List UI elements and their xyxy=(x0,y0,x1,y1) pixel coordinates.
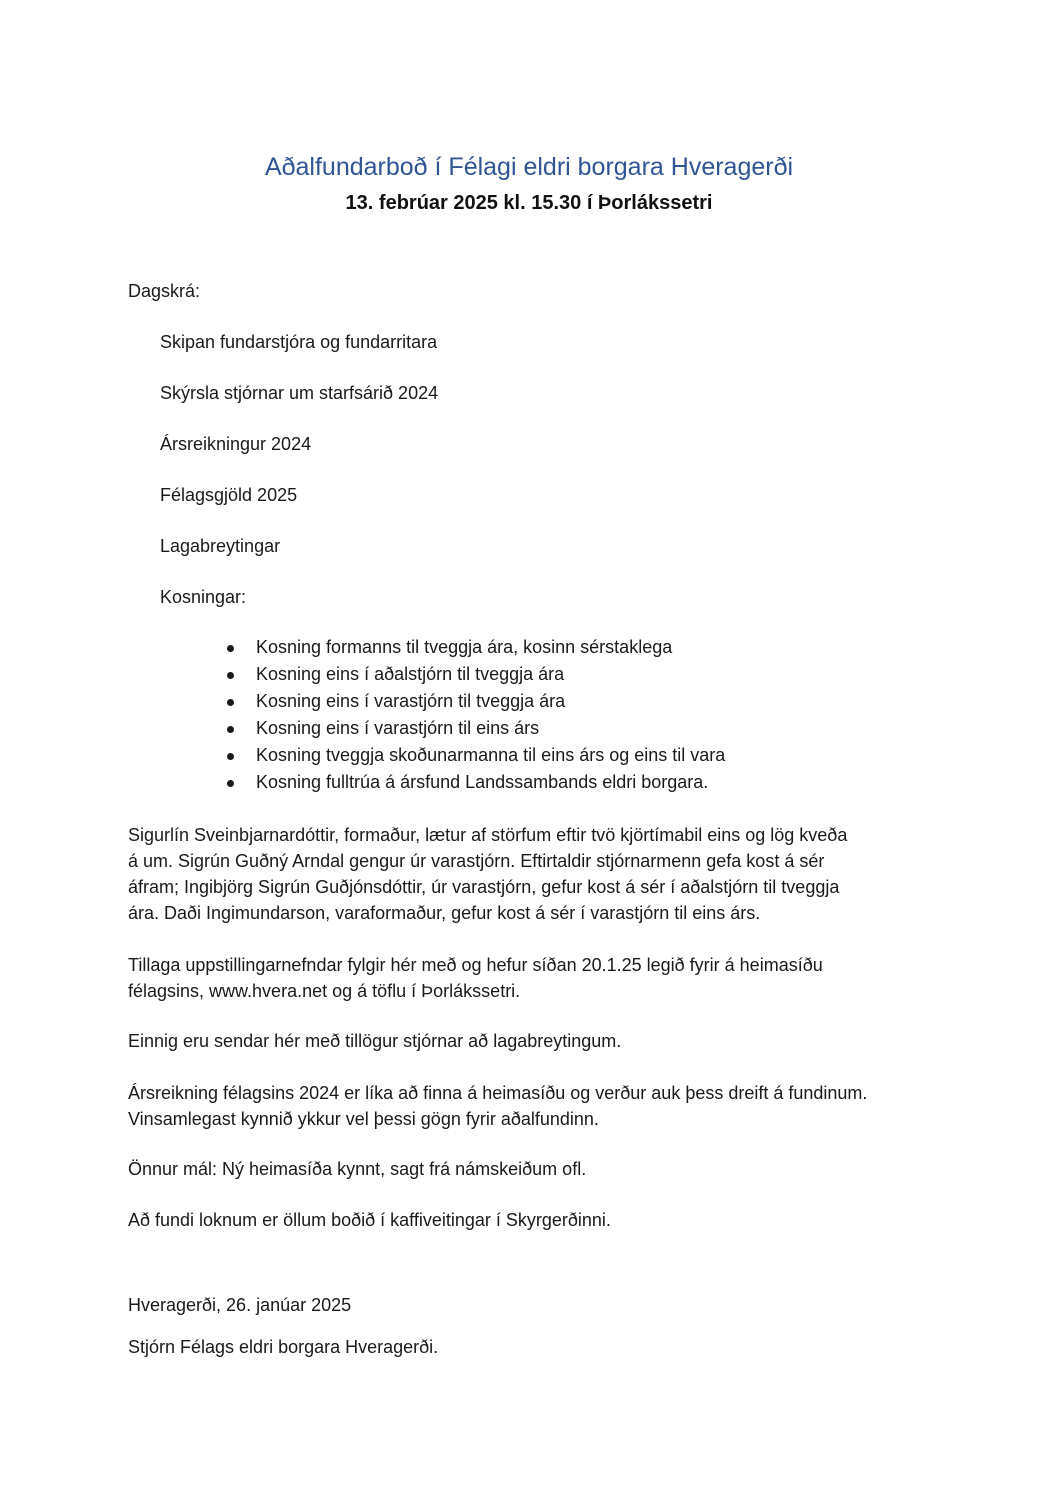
list-item: Kosning tveggja skoðunarmanna til eins árs og eins til vara xyxy=(224,742,725,769)
agenda-item: Skipan fundarstjóra og fundarritara xyxy=(160,332,438,352)
bullet-icon xyxy=(227,672,234,679)
list-item: Kosning fulltrúa á ársfund Landssambands eldri borgara. xyxy=(224,769,725,796)
list-item: Kosning eins í varastjórn til tveggja ára xyxy=(224,688,725,715)
list-item: Kosning formanns til tveggja ára, kosinn sérstaklega xyxy=(224,634,725,661)
document-title: Aðalfundarboð í Félagi eldri borgara Hveragerði xyxy=(264,153,794,181)
document-subtitle: 13. febrúar 2025 kl. 15.30 í Þorlákssetri xyxy=(345,192,713,214)
annual-accounts-paragraph: Ársreikning félagsins 2024 er líka að finna á heimasíðu og verður auk þess dreift á fundinum. Vinsamlegast kynnið ykkur vel þessi gögn fyrir aðalfundinn. xyxy=(128,1083,868,1129)
nomination-paragraph: Tillaga uppstillingarnefndar fylgir hér með og hefur síðan 20.1.25 legið fyrir á heimasíðu félagsins, www.hvera.net og á töflu í Þorlákssetri. xyxy=(128,955,823,1001)
agenda-item: Lagabreytingar xyxy=(160,536,281,556)
signature: Stjórn Félags eldri borgara Hveragerði. xyxy=(128,1337,439,1357)
agenda-label: Dagskrá: xyxy=(128,281,201,301)
agenda-item: Skýrsla stjórnar um starfsárið 2024 xyxy=(160,383,439,403)
place-date: Hveragerði, 26. janúar 2025 xyxy=(128,1295,352,1315)
board-changes-paragraph: Sigurlín Sveinbjarnardóttir, formaður, lætur af störfum eftir tvö kjörtímabil eins og lög kveða á um. Sigrún Guðný Arndal gengur úr varastjórn. Eftirtaldir stjórnarmenn gefa kost á sér áfram; Ingibjörg Sigrún Guðjónsdóttir, úr varastjórn, gefur kost á sér í aðalstjórn til tveggja ára. Daði Ingimundarson, varaformaður, gefur kost á sér í varastjórn til eins árs. xyxy=(128,825,848,923)
agenda-item: Félagsgjöld 2025 xyxy=(160,485,298,505)
agenda-item: Kosningar: xyxy=(160,587,247,607)
bullet-icon xyxy=(227,699,234,706)
bullet-icon xyxy=(227,645,234,652)
list-item: Kosning eins í varastjórn til eins árs xyxy=(224,715,725,742)
law-amendments-paragraph: Einnig eru sendar hér með tillögur stjórnar að lagabreytingum. xyxy=(128,1031,622,1051)
election-list xyxy=(224,634,725,796)
bullet-icon xyxy=(227,780,234,787)
agenda-item: Ársreikningur 2024 xyxy=(160,434,312,454)
bullet-icon xyxy=(227,753,234,760)
other-matters-paragraph: Önnur mál: Ný heimasíða kynnt, sagt frá námskeiðum ofl. xyxy=(128,1159,587,1179)
refreshments-paragraph: Að fundi loknum er öllum boðið í kaffiveitingar í Skyrgerðinni. xyxy=(128,1210,611,1230)
bullet-icon xyxy=(227,726,234,733)
list-item: Kosning eins í aðalstjórn til tveggja ára xyxy=(224,661,725,688)
